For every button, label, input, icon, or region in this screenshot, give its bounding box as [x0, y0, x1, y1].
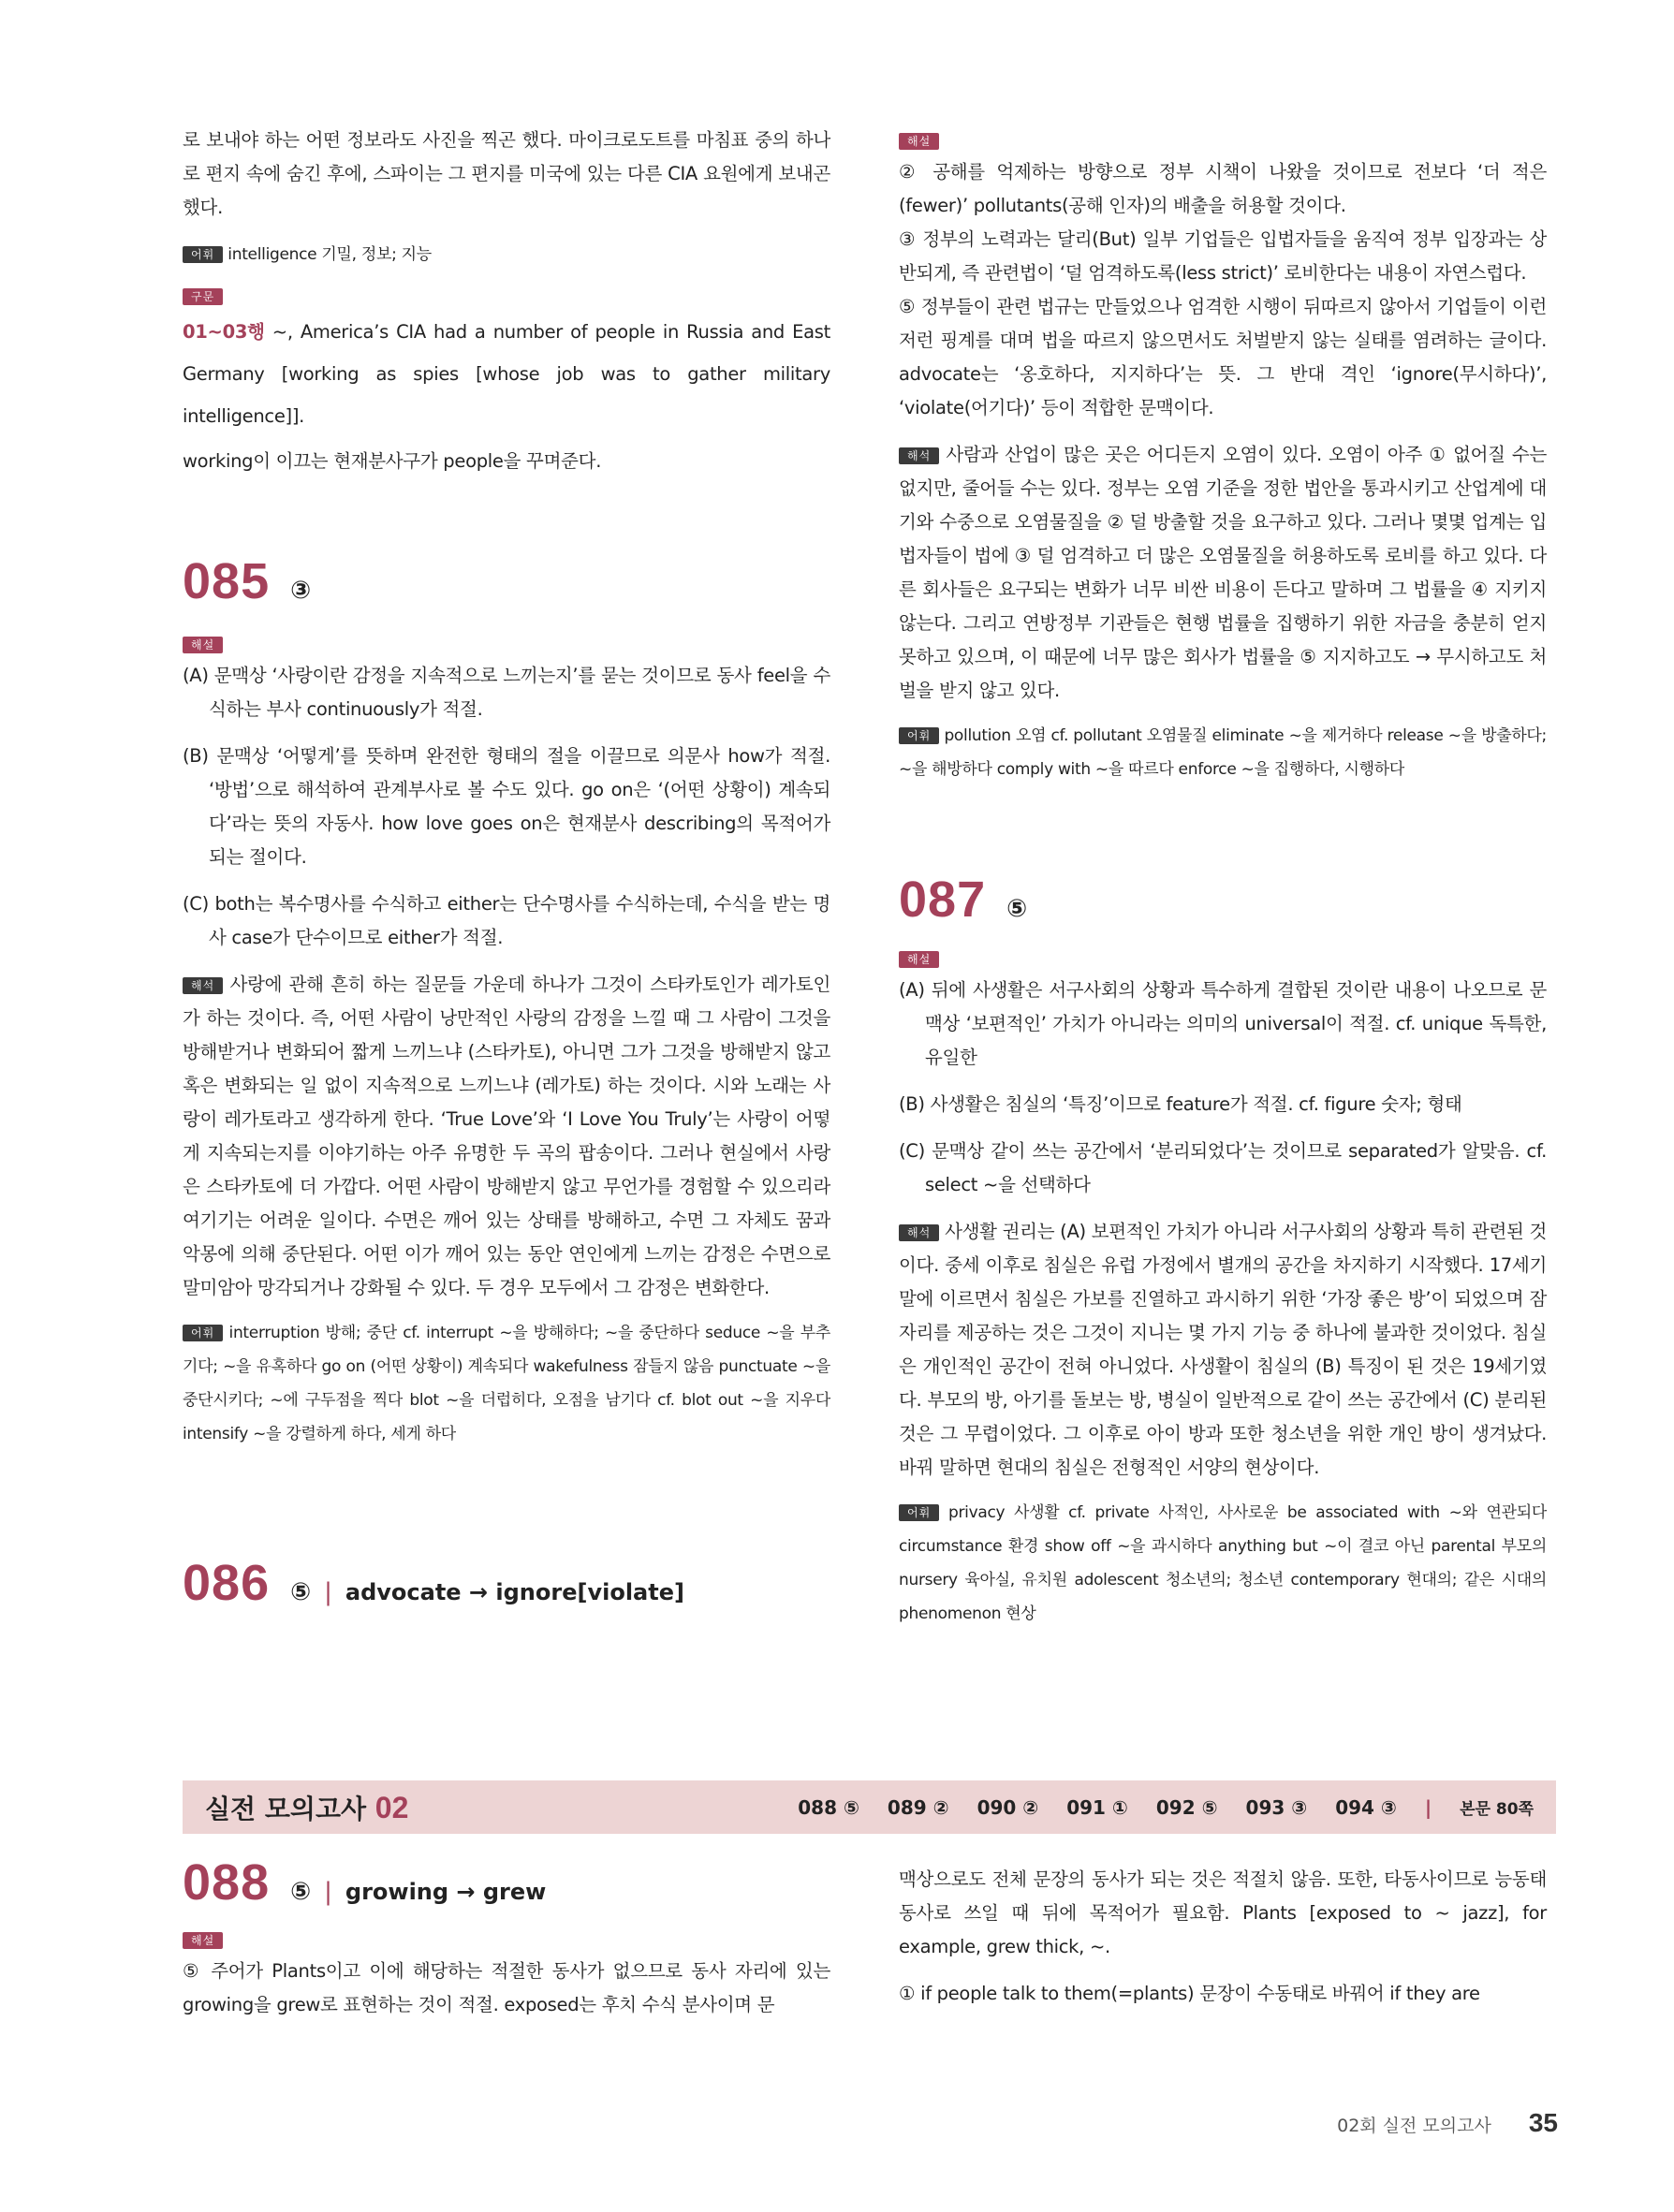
- vocab-text: intelligence 기밀, 정보; 지능: [228, 245, 432, 264]
- vocab-label: 어휘: [899, 727, 939, 744]
- question-088-continued: [899, 1863, 1547, 2011]
- syntax-note: working이 이끄는 현재분사구가 people을 꾸며준다.: [183, 450, 602, 472]
- vocab-text: pollution 오염 cf. pollutant 오염물질 eliminate ~을 제거하다 release ~을 방출하다; ~을 해방하다 comply with ~을 따르다 enforce ~을 집행하다, 시행하다: [899, 726, 1547, 779]
- explain-item-3: ③ 정부의 노력과는 달리(But) 일부 기업들은 입법자들을 움직여 정부 입장과는 상반되게, 즉 관련법이 ‘덜 엄격하도록(less strict)’ 로비한다는 내용이 자연스럽다.: [899, 228, 1547, 284]
- vocab-text: privacy 사생활 cf. private 사적인, 사사로운 be associated with ~와 연관되다 circumstance 환경 show off ~을 과시하다 anything but ~이 결코 아닌 parental 부모의 nursery 육아실, 유치원 adolescent 청소년의; 청소년 contemporary 현대의; 같은 시대의 phenomenon 현상: [899, 1503, 1547, 1623]
- translation-text: 사생활 권리는 (A) 보편적인 가치가 아니라 서구사회의 상황과 특히 관련된 것이다. 중세 이후로 침실은 유럽 가정에서 별개의 공간을 차지하기 시작했다. 17세기 말에 이르면서 침실은 가보를 진열하고 과시하기 위한 ‘가장 좋은 방’이 되었으며 잠자리를 제공하는 것은 그것이 지니는 몇 가지 기능 중 하나에 불과한 것이었다. 침실은 개인적인 공간이 전혀 아니었다. 사생활이 침실의 (B) 특징이 된 것은 19세기였다. 부모의 방, 아기를 돌보는 방, 병실이 일반적으로 같이 쓰는 공간에서 (C) 분리된 것은 그 무렵이었다. 그 이후로 아이 방과 또한 청소년을 위한 개인 방이 생겨났다. 바꿔 말하면 현대의 침실은 전형적인 서양의 현상이다.: [899, 1221, 1547, 1478]
- question-answer: ③: [290, 577, 312, 605]
- question-answer: ⑤: [1006, 895, 1028, 923]
- explain-label: 해설: [183, 1932, 223, 1949]
- separator: |: [324, 1578, 332, 1606]
- question-088: [183, 1853, 830, 2022]
- page-footer: [1337, 2108, 1558, 2138]
- translation: [183, 968, 830, 1305]
- explain-item-b: (B) 사생활은 침실의 ‘특징’이므로 feature가 적절. cf. figure 숫자; 형태: [899, 1093, 1462, 1115]
- explain-label: 해설: [183, 637, 223, 653]
- answer-key-item: 089 ②: [887, 1795, 949, 1819]
- vocab-label: 어휘: [183, 246, 223, 263]
- vocab-text: interruption 방해; 중단 cf. interrupt ~을 방해하다; ~을 중단하다 seduce ~을 부추기다; ~을 유혹하다 go on (어떤 상황이) 계속되다 wakefulness 잠들지 않음 punctuate ~을 중단시키다; ~에 구두점을 찍다 blot ~을 더럽히다, 오점을 남기다 cf. blot out ~을 지우다 intensify ~을 강렬하게 하다, 세게 하다: [183, 1324, 830, 1443]
- question-number: 085: [183, 553, 271, 609]
- answer-key-item: 094 ③: [1335, 1795, 1397, 1819]
- question-header: [899, 871, 1547, 929]
- explain-label: 해설: [899, 951, 939, 968]
- vocab-label: 어휘: [183, 1325, 223, 1341]
- translation: [899, 1215, 1547, 1485]
- explain-item-2: ② 공해를 억제하는 방향으로 정부 시책이 나왔을 것이므로 전보다 ‘더 적은(fewer)’ pollutants(공해 인자)의 배출을 허용할 것이다.: [899, 161, 1547, 216]
- vocab: [899, 1496, 1547, 1631]
- explain-item-a: (A) 문맥상 ‘사랑이란 감정을 지속적으로 느끼는지’를 묻는 것이므로 동사 feel을 수식하는 부사 continuously가 적절.: [183, 665, 830, 720]
- question-answer: ⑤: [290, 1878, 312, 1906]
- explain-item-c: (C) both는 복수명사를 수식하고 either는 단수명사를 수식하는데, 수식을 받는 명사 case가 단수이므로 either가 적절.: [183, 893, 830, 948]
- left-column-top: [183, 124, 830, 478]
- question-086-body: [899, 133, 1547, 786]
- answer-key-item: 090 ②: [976, 1795, 1039, 1819]
- question-number: 086: [183, 1555, 271, 1611]
- translation-text: 사랑에 관해 흔히 하는 질문들 가운데 하나가 그것이 스타카토인가 레가토인가 하는 것이다. 즉, 어떤 사람이 낭만적인 사랑의 감정을 느낄 때 그 사람이 그것을 방해받거나 변화되어 짧게 느끼느냐 (스타카토), 아니면 그가 그것을 방해받지 않고 혹은 변화되는 일 없이 지속적으로 느끼느냐 (레가토) 하는 것이다. 시와 노래는 사랑이 레가토라고 생각하게 한다. ‘True Love’와 ‘I Love You Truly’는 사랑이 어떻게 지속되는지를 이야기하는 아주 유명한 두 곡의 팝송이다. 그러나 현실에서 사랑은 스타카토에 더 가깝다. 어떤 사람이 방해받지 않고 무언가를 경험할 수 있으리라 여기기는 어려운 일이다. 수면은 깨어 있는 상태를 방해하고, 수면 그 자체도 꿈과 악몽에 의해 중단된다. 어떤 이가 깨어 있는 동안 연인에게 느끼는 감정은 수면으로 말미암아 망각되거나 강화될 수 있다. 두 경우 모두에서 그 감정은 변화한다.: [183, 974, 830, 1298]
- explain-item-b: (B) 문맥상 ‘어떻게’를 뜻하며 완전한 형태의 절을 이끌므로 의문사 how가 적절. ‘방법’으로 해석하여 관계부사로 볼 수도 있다. go on은 ‘(어떤 상황이) 계속되다’라는 뜻의 자동사. how love goes on은 현재분사 describing의 목적어가 되는 절이다.: [183, 745, 830, 868]
- separator: |: [324, 1878, 332, 1906]
- separator: |: [1424, 1795, 1432, 1819]
- question-answer: ⑤: [290, 1578, 312, 1606]
- answer-key-item: 092 ⑤: [1155, 1795, 1218, 1819]
- page-reference: 본문 80쪽: [1460, 1800, 1534, 1819]
- vocab-label: 어휘: [899, 1504, 939, 1521]
- translation: [899, 438, 1547, 708]
- question-number: 087: [899, 872, 987, 928]
- syntax-sentence: [183, 311, 830, 437]
- translation-label: 해석: [183, 977, 223, 994]
- question-086-header: [183, 1554, 830, 1612]
- translation-label: 해석: [899, 447, 939, 464]
- question-correction: advocate → ignore[violate]: [345, 1579, 684, 1605]
- explain-item-c: (C) 문맥상 같이 쓰는 공간에서 ‘분리되었다’는 것이므로 separated가 알맞음. cf. select ~을 선택하다: [899, 1140, 1547, 1195]
- explain-text-right: 맥상으로도 전체 문장의 동사가 되는 것은 적절치 않음. 또한, 타동사이므로 능동태 동사로 쓰일 때 뒤에 목적어가 필요함. Plants [exposed to ~ jazz], for example, grew thick, ~.: [899, 1868, 1547, 1957]
- question-header: [183, 552, 830, 610]
- vocab: [183, 1316, 830, 1451]
- translation-label: 해석: [899, 1224, 939, 1241]
- page-number: 35: [1528, 2108, 1558, 2137]
- syntax-lines: 01~03행: [183, 321, 265, 343]
- explain-text-right-2: ① if people talk to them(=plants) 문장이 수동태로 바꿔어 if they are: [899, 1983, 1480, 2004]
- syntax-text: ~, America’s CIA had a number of people in Russia and East Germany [working as spies [whose job was to gather military intelligence]].: [183, 321, 831, 427]
- question-header: [183, 1554, 830, 1612]
- question-header: [183, 1853, 830, 1912]
- syntax-section: [183, 288, 830, 478]
- section-name: 02회 실전 모의고사: [1337, 2116, 1491, 2136]
- translation-text: 사람과 산업이 많은 곳은 어디든지 오염이 있다. 오염이 아주 ① 없어질 수는 없지만, 줄어들 수는 있다. 정부는 오염 기준을 정한 법안을 통과시키고 산업계에 대기와 수중으로 오염물질을 ② 덜 방출할 것을 요구하고 있다. 그러나 몇몇 업계는 입법자들이 법에 ③ 덜 엄격하고 더 많은 오염물질을 허용하도록 로비를 하고 있다. 다른 회사들은 요구되는 변화가 너무 비싼 비용이 든다고 말하며 그 법률을 ④ 지키지 않는다. 그리고 연방정부 기관들은 현행 법률을 집행하기 위한 자금을 충분히 얻지 못하고 있으며, 이 때문에 너무 많은 회사가 법률을 ⑤ 지지하고도 → 무시하고도 처벌을 받지 않고 있다.: [899, 444, 1547, 701]
- section-title-text: 실전 모의고사: [205, 1793, 367, 1824]
- syntax-label: 구문: [183, 288, 223, 305]
- vocab-intelligence: [183, 238, 830, 271]
- explain-text-left: ⑤ 주어가 Plants이고 이에 해당하는 적절한 동사가 없으므로 동사 자리에 있는 growing을 grew로 표현하는 것이 적절. exposed는 후치 수식 분사이며 문: [183, 1960, 830, 2015]
- section-answer-band: [183, 1780, 1556, 1834]
- explain-label: 해설: [899, 133, 939, 150]
- explain-item-5: ⑤ 정부들이 관련 법규는 만들었으나 엄격한 시행이 뒤따르지 않아서 기업들이 이런저런 핑계를 대며 법을 따르지 않으면서도 처벌받지 않는 실태를 염려하는 글이다. advocate는 ‘옹호하다, 지지하다’는 뜻. 그 반대 격인 ‘ignore(무시하다)’, ‘violate(어기다)’ 등이 적합한 문맥이다.: [899, 296, 1547, 418]
- answer-key-item: 093 ③: [1245, 1795, 1308, 1819]
- section-title-number: 02: [374, 1790, 409, 1824]
- answer-key-item: 091 ①: [1066, 1795, 1128, 1819]
- question-085: [183, 552, 830, 1451]
- question-correction: growing → grew: [345, 1879, 547, 1905]
- explain-item-a: (A) 뒤에 사생활은 서구사회의 상황과 특수하게 결합된 것이란 내용이 나오므로 문맥상 ‘보편적인’ 가치가 아니라는 의미의 universal이 적절. cf. unique 독특한, 유일한: [899, 979, 1547, 1068]
- section-title: [205, 1789, 408, 1826]
- answer-key-item: 088 ⑤: [798, 1795, 859, 1819]
- question-number: 088: [183, 1854, 271, 1911]
- translation-tail: 로 보내야 하는 어떤 정보라도 사진을 찍곤 했다. 마이크로도트를 마침표 중의 하나로 편지 속에 숨긴 후에, 스파이는 그 편지를 미국에 있는 다른 CIA 요원에게 보내곤 했다.: [183, 129, 830, 218]
- vocab: [899, 719, 1547, 786]
- answer-key: [798, 1795, 1534, 1819]
- question-087: [899, 871, 1547, 1631]
